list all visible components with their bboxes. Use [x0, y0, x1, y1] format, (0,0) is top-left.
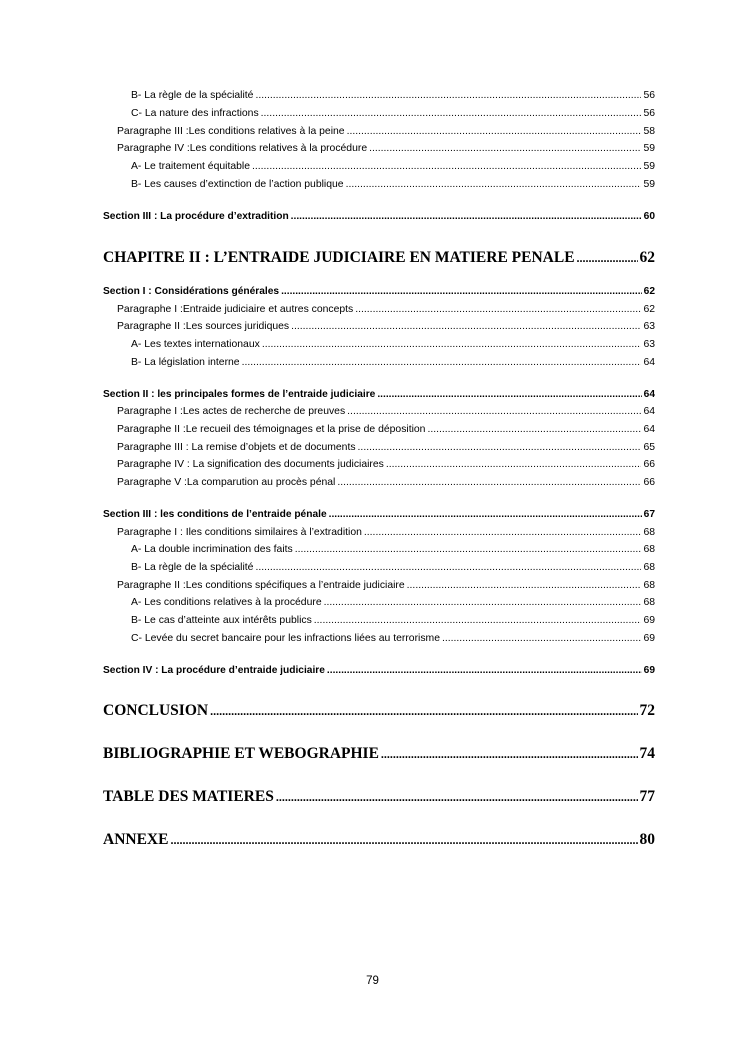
- toc-entry: [103, 356, 655, 369]
- toc-entry-title: Paragraphe II :Le recueil des témoignages et la prise de déposition: [117, 424, 426, 435]
- toc-entry: [103, 561, 655, 574]
- toc-entry-title: Paragraphe I :Les actes de recherche de preuves: [117, 406, 346, 417]
- toc-entry-page: 59: [643, 143, 655, 154]
- toc-leader-dots: [442, 632, 641, 645]
- toc-entry-title: B- La législation interne: [131, 357, 240, 368]
- toc-chapter-title: BIBLIOGRAPHIE ET WEBOGRAPHIE: [103, 745, 379, 762]
- toc-entry-title: C- La nature des infractions: [131, 108, 259, 119]
- toc-entry-title: Paragraphe V :La comparution au procès pénal: [117, 477, 336, 488]
- toc-entry-title: Paragraphe III :Les conditions relatives à la peine: [117, 126, 345, 137]
- toc-leader-dots: [364, 526, 642, 539]
- toc-entry-page: 59: [643, 161, 655, 172]
- toc-chapter-title: CONCLUSION: [103, 702, 209, 719]
- toc-entry: [103, 160, 655, 173]
- toc-chapter: [103, 831, 655, 849]
- toc-entry-title: A- Les conditions relatives à la procédure: [131, 597, 322, 608]
- toc-entry-page: 68: [643, 562, 655, 573]
- toc-leader-dots: [386, 458, 642, 471]
- toc-entry-page: 68: [643, 527, 655, 538]
- toc-leader-dots: [329, 508, 642, 521]
- toc-entry: [103, 338, 655, 351]
- toc-leader-dots: [281, 285, 642, 298]
- toc-entry-title: C- Levée du secret bancaire pour les infractions liées au terrorisme: [131, 633, 440, 644]
- toc-entry-page: 68: [643, 597, 655, 608]
- toc-entry-title: Paragraphe II :Les sources juridiques: [117, 321, 290, 332]
- toc-entry: [103, 405, 655, 418]
- toc-section-page: 64: [643, 389, 655, 400]
- toc-leader-dots: [170, 831, 637, 849]
- toc-leader-dots: [577, 249, 638, 267]
- toc-entry: [103, 632, 655, 645]
- toc-chapter-page: 80: [639, 831, 655, 848]
- toc-section: [103, 508, 655, 521]
- toc-entry-title: Paragraphe I : Iles conditions similaires à l’extradition: [117, 527, 362, 538]
- toc-entry-page: 64: [643, 406, 655, 417]
- toc-entry: [103, 107, 655, 120]
- toc-leader-dots: [276, 788, 638, 806]
- toc-leader-dots: [347, 125, 642, 138]
- toc-chapter-title: CHAPITRE II : L’ENTRAIDE JUDICIAIRE EN MATIERE PENALE: [103, 249, 575, 266]
- toc-leader-dots: [355, 303, 641, 316]
- toc-leader-dots: [377, 388, 641, 401]
- toc-leader-dots: [242, 356, 642, 369]
- toc-entry-title: Paragraphe IV :Les conditions relatives à la procédure: [117, 143, 368, 154]
- toc-chapter: [103, 249, 655, 267]
- toc-entry: [103, 458, 655, 471]
- toc-entry-title: A- Les textes internationaux: [131, 339, 260, 350]
- toc-entry-page: 62: [643, 304, 655, 315]
- toc-entry-page: 68: [643, 580, 655, 591]
- toc-entry-page: 69: [643, 633, 655, 644]
- toc-entry-title: B- La règle de la spécialité: [131, 562, 254, 573]
- toc-section-page: 67: [643, 509, 655, 520]
- toc-chapter-page: 62: [639, 249, 655, 266]
- toc-chapter-page: 77: [639, 788, 655, 805]
- toc-entry-page: 63: [643, 339, 655, 350]
- toc-leader-dots: [337, 476, 641, 489]
- toc-section: [103, 388, 655, 401]
- toc-section-title: Section II : les principales formes de l’entraide judiciaire: [103, 389, 376, 400]
- toc-entry-page: 68: [643, 544, 655, 555]
- toc-entry: [103, 178, 655, 191]
- toc-leader-dots: [255, 561, 641, 574]
- toc-leader-dots: [210, 702, 637, 720]
- toc-entry-page: 64: [643, 424, 655, 435]
- toc-leader-dots: [261, 107, 642, 120]
- page-number: 79: [366, 975, 379, 987]
- toc-entry-title: Paragraphe I :Entraide judiciaire et autres concepts: [117, 304, 354, 315]
- toc-entry: [103, 320, 655, 333]
- toc-entry-page: 59: [643, 179, 655, 190]
- toc-section-title: Section III : les conditions de l’entraide pénale: [103, 509, 327, 520]
- toc-chapter: [103, 788, 655, 806]
- toc-entry-title: B- Les causes d’extinction de l’action publique: [131, 179, 344, 190]
- toc-entry-page: 58: [643, 126, 655, 137]
- toc-section-page: 69: [643, 665, 655, 676]
- toc-section-title: Section I : Considérations générales: [103, 286, 280, 297]
- toc-chapter: [103, 745, 655, 763]
- toc-leader-dots: [369, 142, 641, 155]
- toc-entry: [103, 476, 655, 489]
- toc-entry-page: 66: [643, 459, 655, 470]
- toc-entry-page: 69: [643, 615, 655, 626]
- toc-entry: [103, 142, 655, 155]
- toc-entry-title: B- La règle de la spécialité: [131, 90, 254, 101]
- toc-entry-title: Paragraphe IV : La signification des documents judiciaires: [117, 459, 384, 470]
- toc-leader-dots: [324, 596, 642, 609]
- toc-entry-title: Paragraphe II :Les conditions spécifiques a l’entraide judiciaire: [117, 580, 405, 591]
- toc-entry: [103, 441, 655, 454]
- toc-entry-page: 63: [643, 321, 655, 332]
- toc-chapter: [103, 702, 655, 720]
- toc-leader-dots: [381, 745, 638, 763]
- toc-leader-dots: [346, 178, 642, 191]
- toc-chapter-page: 72: [639, 702, 655, 719]
- toc-leader-dots: [295, 543, 642, 556]
- toc-leader-dots: [347, 405, 641, 418]
- toc-entry: [103, 614, 655, 627]
- toc-section-title: Section III : La procédure d’extradition: [103, 211, 289, 222]
- toc-leader-dots: [262, 338, 642, 351]
- toc-entry: [103, 543, 655, 556]
- toc-entry: [103, 423, 655, 436]
- toc-entry: [103, 125, 655, 138]
- toc-leader-dots: [314, 614, 642, 627]
- toc-entry-title: A- Le traitement équitable: [131, 161, 250, 172]
- toc-entry: [103, 89, 655, 102]
- toc-leader-dots: [407, 579, 642, 592]
- toc-entry: [103, 303, 655, 316]
- toc-section-page: 60: [643, 211, 655, 222]
- toc-leader-dots: [358, 441, 642, 454]
- toc-entry-page: 64: [643, 357, 655, 368]
- toc-section: [103, 664, 655, 677]
- toc-entry-page: 56: [643, 90, 655, 101]
- toc-leader-dots: [427, 423, 641, 436]
- toc-leader-dots: [327, 664, 642, 677]
- toc-leader-dots: [291, 210, 642, 223]
- toc-leader-dots: [291, 320, 641, 333]
- toc-entry: [103, 579, 655, 592]
- toc-entry-title: Paragraphe III : La remise d’objets et de documents: [117, 442, 356, 453]
- toc-section: [103, 285, 655, 298]
- toc-entry: [103, 596, 655, 609]
- toc-entry-page: 66: [643, 477, 655, 488]
- toc-chapter-title: TABLE DES MATIERES: [103, 788, 274, 805]
- toc-entry-page: 65: [643, 442, 655, 453]
- toc-entry-page: 56: [643, 108, 655, 119]
- toc-section: [103, 210, 655, 223]
- toc-entry-title: B- Le cas d’atteinte aux intérêts publics: [131, 615, 312, 626]
- toc-leader-dots: [255, 89, 641, 102]
- toc-chapter-title: ANNEXE: [103, 831, 169, 848]
- toc-section-title: Section IV : La procédure d’entraide judiciaire: [103, 665, 325, 676]
- toc-leader-dots: [252, 160, 641, 173]
- toc-chapter-page: 74: [639, 745, 655, 762]
- toc-entry-title: A- La double incrimination des faits: [131, 544, 293, 555]
- toc-entry: [103, 526, 655, 539]
- toc-section-page: 62: [643, 286, 655, 297]
